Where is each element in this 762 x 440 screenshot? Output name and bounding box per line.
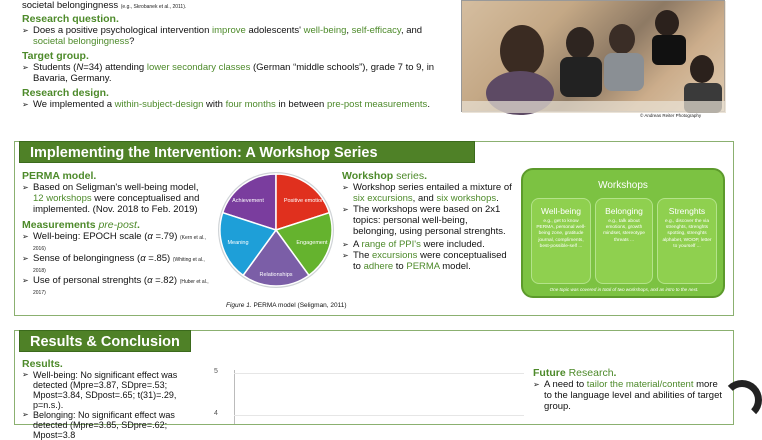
perma-heading: PERMA model. bbox=[22, 170, 97, 182]
perma-text-block bbox=[22, 171, 210, 297]
research-question-text: ➢ Does a positive psychological intervention improve adolescents' well-being, self-efficacy, and societal belongingness? bbox=[22, 25, 452, 47]
students-photo bbox=[461, 0, 725, 112]
measure-strengths: ➢ Use of personal strenghts (α =.82) (Huber et al., 2017) bbox=[22, 275, 210, 297]
measure-belongingness: ➢ Sense of belongingness (α =.85) (Whiting et al., 2018) bbox=[22, 253, 210, 275]
future-research-item: ➢ A need to tailor the material/content more to the language level and abilities of target group. bbox=[533, 379, 723, 412]
workshop-series-heading: Workshop series. bbox=[342, 170, 427, 182]
card-title: Well-being bbox=[540, 206, 581, 216]
workshop-card-strengths bbox=[657, 198, 717, 284]
measurements-heading: Measurements pre-post. bbox=[22, 219, 140, 231]
workshop-section-title: Implementing the Intervention: A Workshop Series bbox=[19, 141, 475, 163]
gridline-5 bbox=[234, 373, 524, 374]
workshops-note: One topic was covered in total of two workshops, and as intro to the next. bbox=[549, 287, 699, 292]
tick-5: 5 bbox=[214, 368, 218, 375]
ws-bullet-1: ➢ Workshop series entailed a mixture of six excursions, and six workshops. bbox=[342, 182, 514, 204]
ws-bullet-3: ➢ A range of PPI's were included. bbox=[342, 239, 514, 250]
workshop-card-wellbeing bbox=[531, 198, 591, 284]
target-group-text: ➢ Students (N=34) attending lower secondary classes (German “middle schools”), grade 7 to 9, in Bavaria, Germany. bbox=[22, 62, 452, 84]
card-body: e.g., talk about emotions, growth mindset, stereotype threats ... bbox=[603, 219, 645, 243]
belongingness-line: societal belongingness (e.g., Skrobanek et al., 2011). bbox=[22, 0, 187, 11]
ws-bullet-4: ➢ The excursions were conceptualised to adhere to PERMA model. bbox=[342, 250, 514, 272]
results-chart bbox=[212, 364, 524, 424]
measure-wellbeing: ➢ Well-being: EPOCH scale (α =.79) (Kern et al., 2016) bbox=[22, 231, 210, 253]
label-positive-emotion: Positive emotion bbox=[283, 198, 325, 204]
top-text-block bbox=[22, 0, 452, 110]
corner-decoration bbox=[722, 380, 762, 420]
label-engagement: Engagement bbox=[296, 240, 328, 246]
workshops-title: Workshops bbox=[598, 180, 648, 191]
ws-bullet-2: ➢ The workshops were based on 2x1 topics: personal well-being, belonging, using personal strenghts. bbox=[342, 204, 514, 237]
card-body: e.g., get to know PERMA, personal well-being zone, gratitude journal, compliments, best-possible-self ... bbox=[536, 219, 586, 249]
label-relationships: Relationships bbox=[259, 272, 293, 278]
tick-4: 4 bbox=[214, 410, 218, 417]
result-belonging: ➢ Belonging: No significant effect was detected (Mpre=3.85, SDpre=.62; Mpost=3.8 bbox=[22, 410, 192, 440]
label-achievement: Achievement bbox=[232, 198, 264, 204]
research-design-text: ➢ We implemented a within-subject-design with four months in between pre-post measurements. bbox=[22, 99, 452, 110]
card-title: Belonging bbox=[605, 206, 643, 216]
workshop-card-belonging bbox=[595, 198, 653, 284]
photo-illustration bbox=[462, 1, 726, 113]
card-title: Strenghts bbox=[668, 206, 706, 216]
perma-diagram bbox=[214, 164, 338, 294]
gridline-4 bbox=[234, 415, 524, 416]
card-body: e.g., discover the via strenghts, strenghts spotting, strenghts alphabet, WOOP, letter to yourself ... bbox=[662, 219, 712, 249]
future-research-block bbox=[533, 368, 723, 412]
results-block bbox=[22, 359, 192, 440]
label-meaning: Meaning bbox=[227, 240, 249, 246]
research-design-heading: Research design. bbox=[22, 87, 109, 99]
workshops-panel bbox=[521, 168, 725, 298]
photo-credit: © Andreas Reiter Photography bbox=[640, 113, 702, 118]
research-question-heading: Research question. bbox=[22, 13, 119, 25]
results-section-title: Results & Conclusion bbox=[19, 330, 191, 352]
target-group-heading: Target group. bbox=[22, 50, 89, 62]
perma-description: ➢ Based on Seligman's well-being model, 12 workshops were conceptualised and implemented. (Nov. 2018 to Feb. 2019) bbox=[22, 182, 210, 215]
future-research-heading: Future Research. bbox=[533, 367, 617, 379]
workshop-series-block bbox=[342, 171, 514, 272]
results-heading: Results. bbox=[22, 358, 63, 370]
figure-caption: Figure 1. PERMA model (Seligman, 2011) bbox=[226, 302, 347, 309]
result-wellbeing: ➢ Well-being: No significant effect was detected (Mpre=3.87, SDpre=.53; Mpost=3.84, SDpost=.65; t(31)=.29, p=n.s.). bbox=[22, 370, 192, 410]
